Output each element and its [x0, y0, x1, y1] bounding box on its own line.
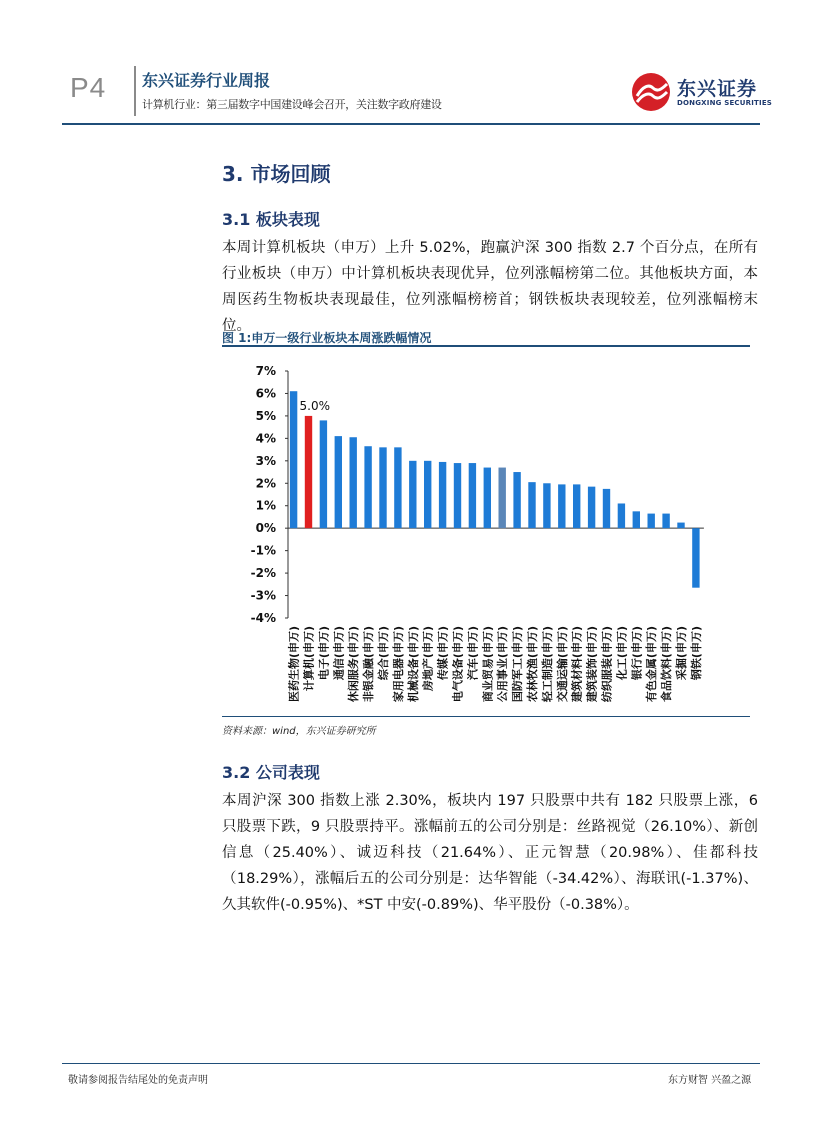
x-category-label: 商业贸易(申万)	[481, 626, 495, 703]
x-category-label: 采掘(申万)	[675, 626, 688, 681]
y-tick-label: 1%	[255, 498, 276, 513]
bar-data-label: 5.0%	[299, 398, 330, 413]
x-category-label: 国防军工(申万)	[511, 626, 525, 703]
x-category-label: 汽车(申万)	[466, 626, 480, 681]
section-title: 3. 市场回顾	[222, 162, 331, 186]
y-tick-label: -1%	[250, 543, 276, 558]
bar	[350, 437, 357, 528]
x-category-label: 食品饮料(申万)	[660, 626, 674, 703]
company-logo-icon	[631, 72, 675, 112]
x-category-label: 家用电器(申万)	[391, 626, 405, 703]
page-number: P4	[70, 72, 107, 103]
bar	[558, 484, 565, 528]
bar	[364, 446, 371, 528]
footer-disclaimer: 敬请参阅报告结尾处的免责声明	[68, 1075, 208, 1086]
bar	[513, 472, 520, 528]
x-category-label: 交通运输(申万)	[555, 626, 569, 703]
x-category-label: 建筑装饰(申万)	[585, 626, 599, 703]
figure-source: 资料来源：wind，东兴证券研究所	[222, 726, 376, 737]
bar	[409, 461, 416, 528]
y-tick-label: 0%	[255, 521, 276, 536]
y-tick-label: -4%	[250, 611, 276, 625]
bar	[662, 514, 669, 529]
bar	[573, 484, 580, 528]
bar	[424, 461, 431, 528]
footer-rule	[62, 1063, 760, 1064]
bar	[543, 483, 550, 528]
y-tick-label: 2%	[255, 476, 276, 491]
bar	[439, 462, 446, 528]
figure-top-rule	[222, 345, 750, 347]
y-tick-label: -3%	[250, 588, 276, 603]
subsection-2-paragraph: 本周沪深 300 指数上涨 2.30%，板块内 197 只股票中共有 182 只股票上涨，6 只股票下跌，9 只股票持平。涨幅前五的公司分别是：丝路视觉（26.10%）、新创信息（25.40%）、诚迈科技（21.64%）、正元智慧（20.98%）、佳都科技（18.29%），涨幅后五的公司分别是：达华智能（-34.42%）、海联讯(-1.37%)、久其软件(-0.95%)、*ST 中安(-0.89%)、华平股份（-0.38%）。	[222, 793, 758, 913]
x-category-label: 农林牧渔(申万)	[526, 626, 539, 703]
bar	[633, 511, 640, 528]
bar	[677, 523, 684, 529]
subsection-title-1: 3.1 板块表现	[222, 210, 320, 229]
x-category-label: 建筑材料(申万)	[570, 626, 584, 703]
logo-text-cn: 东兴证券	[677, 78, 758, 100]
x-category-label: 轻工制造(申万)	[540, 626, 554, 703]
subsection-title-2: 3.2 公司表现	[222, 763, 320, 782]
bar	[379, 447, 386, 528]
x-category-label: 电子(申万)	[317, 626, 331, 681]
logo-text-en: DONGXING SECURITIES	[677, 99, 773, 107]
bar	[394, 447, 401, 528]
bar	[469, 463, 476, 528]
header-divider	[134, 66, 136, 116]
bar	[290, 391, 297, 528]
subsection-1-paragraph: 本周计算机板块（申万）上升 5.02%，跑赢沪深 300 指数 2.7 个百分点，在所有行业板块（申万）中计算机板块表现优异，位列涨幅榜第二位。其他板块方面，本周医药生物板块表现最佳，位列涨幅榜榜首；钢铁板块表现较差，位列涨幅榜末位。	[222, 240, 758, 334]
y-tick-label: 3%	[255, 453, 276, 468]
y-tick-label: 4%	[255, 431, 276, 446]
bar	[528, 482, 535, 528]
bar	[305, 416, 312, 528]
x-category-label: 非银金融(申万)	[362, 626, 376, 703]
x-category-label: 综合(申万)	[377, 626, 390, 681]
bar	[484, 468, 491, 529]
x-category-label: 休闲服务(申万)	[347, 626, 361, 703]
bar	[499, 468, 506, 529]
header-rule	[62, 123, 760, 125]
industry-performance-bar-chart	[222, 350, 750, 712]
x-category-label: 公用事业(申万)	[496, 626, 510, 703]
report-title: 东兴证券行业周报	[142, 71, 271, 90]
x-category-label: 钢铁(申万)	[689, 626, 703, 681]
x-category-label: 传媒(申万)	[436, 626, 450, 681]
x-category-label: 医药生物(申万)	[287, 626, 301, 703]
x-category-label: 纺织服装(申万)	[600, 626, 614, 703]
y-tick-label: 7%	[255, 364, 276, 378]
x-category-label: 银行(申万)	[630, 626, 644, 681]
figure-bottom-rule	[222, 716, 750, 717]
bar	[335, 436, 342, 528]
bar	[618, 503, 625, 528]
y-tick-label: -2%	[250, 566, 276, 581]
bar	[603, 489, 610, 528]
figure-title: 图 1:申万一级行业板块本周涨跌幅情况	[222, 331, 432, 345]
bar	[588, 487, 595, 529]
footer-slogan: 东方财智 兴盈之源	[668, 1075, 752, 1086]
report-subtitle: 计算机行业：第三届数字中国建设峰会召开，关注数字政府建设	[142, 98, 442, 111]
bar	[320, 420, 327, 528]
x-category-label: 房地产(申万)	[421, 626, 435, 692]
x-category-label: 通信(申万)	[332, 626, 346, 681]
bar	[648, 514, 655, 529]
x-category-label: 机械设备(申万)	[406, 626, 420, 703]
x-category-label: 计算机(申万)	[302, 626, 316, 692]
x-category-label: 有色金属(申万)	[645, 626, 659, 703]
x-category-label: 电气设备(申万)	[451, 626, 465, 703]
y-tick-label: 6%	[255, 386, 276, 401]
bar	[692, 528, 699, 588]
bar	[454, 463, 461, 528]
x-category-label: 化工(申万)	[615, 626, 629, 681]
y-tick-label: 5%	[255, 408, 276, 423]
